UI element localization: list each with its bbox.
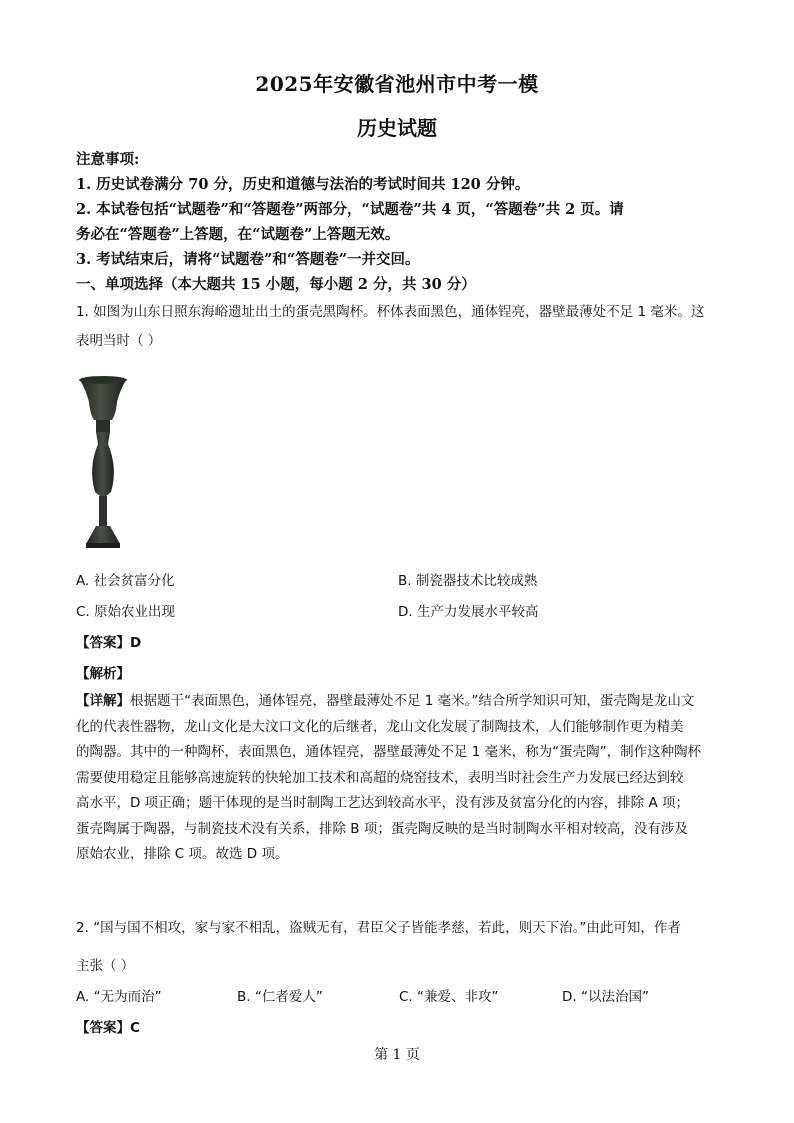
exam-title: 2025年安徽省池州市中考一模 (255, 72, 539, 96)
page-number: 第 1 页 (374, 1047, 420, 1063)
note-item-2-cont: 务必在“答题卷”上答题，在“试题卷”上答题无效。 (76, 226, 400, 243)
q1-detail-line-5: 高水平，D 项正确；题干体现的是当时制陶工艺达到较高水平，没有涉及贫富分化的内容，排除 A 项； (76, 795, 690, 811)
note-item-1: 1. 历史试卷满分 70 分，历史和道德与法治的考试时间共 120 分钟。 (76, 176, 530, 193)
q1-detail-line-1: 【详解】根据题干“表面黑色，通体锃亮，器壁最薄处不足 1 毫米。”结合所学知识可知，蛋壳陶是龙山文 (76, 693, 695, 709)
q1-option-d: D. 生产力发展水平较高 (398, 604, 539, 620)
note-item-3: 3. 考试结束后，请将“试题卷”和“答题卷”一并交回。 (76, 251, 420, 268)
q1-option-b: B. 制瓷器技术比较成熟 (398, 573, 538, 589)
q2-option-b: B. “仁者爱人” (237, 989, 323, 1005)
q1-detail-paragraph (76, 689, 720, 868)
q2-option-c: C. “兼爱、非攻” (399, 989, 499, 1005)
q1-stem-line2: 表明当时（ ） (76, 333, 162, 349)
notes-heading: 注意事项: (76, 151, 140, 168)
q1-detail-line-4: 需要使用稳定且能够高速旋转的快轮加工技术和高超的烧窑技术，表明当时社会生产力发展已经达到较 (76, 769, 684, 786)
q1-detail-line-6: 蛋壳陶属于陶器，与制瓷技术没有关系，排除 B 项；蛋壳陶反映的是当时制陶水平相对较高，没有涉及 (76, 820, 688, 837)
note-item-2: 2. 本试卷包括“试题卷”和“答题卷”两部分，“试题卷”共 4 页，“答题卷”共 2 页。请 (76, 201, 624, 218)
section-heading: 一、单项选择（本大题共 15 小题，每小题 2 分，共 30 分） (76, 276, 476, 293)
q1-detail-line-7: 原始农业，排除 C 项。故选 D 项。 (76, 846, 289, 862)
q2-answer: 【答案】C (76, 1020, 140, 1036)
q1-stem-line1: 1. 如图为山东日照东海峪遗址出土的蛋壳黑陶杯。杯体表面黑色，通体锃亮，器壁最薄处不足 1 毫米。这 (76, 304, 705, 320)
q1-detail-label: 【详解】 (76, 693, 130, 709)
q2-option-a: A. “无为而治” (76, 989, 162, 1005)
q1-detail-line-3: 的陶器。其中的一种陶杯，表面黑色，通体锃亮，器壁最薄处不足 1 毫米，称为“蛋壳陶”，制作这种陶杯 (76, 744, 702, 760)
exam-subtitle: 历史试题 (357, 116, 437, 140)
q2-option-d: D. “以法治国” (562, 989, 649, 1005)
eggshell-black-pottery-cup-image (76, 368, 156, 558)
q1-option-a: A. 社会贫富分化 (76, 573, 175, 589)
q2-stem-line1: 2. “国与国不相攻，家与家不相乱，盗贼无有，君臣父子皆能孝慈，若此，则天下治。”由此可知，作者 (76, 920, 681, 936)
q1-answer: 【答案】D (76, 635, 142, 651)
q1-analysis-label: 【解析】 (76, 666, 130, 682)
q2-stem-line2: 主张（ ） (76, 958, 135, 974)
q1-option-c: C. 原始农业出现 (76, 604, 176, 620)
q1-detail-line-2: 化的代表性器物，龙山文化是大汶口文化的后继者，龙山文化发展了制陶技术，人们能够制作更为精美 (76, 718, 684, 735)
